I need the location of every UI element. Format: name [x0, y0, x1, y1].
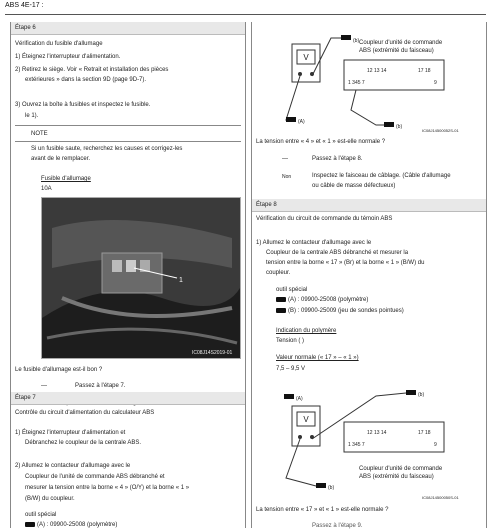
- probe-b-label-2b: (b): [328, 485, 335, 491]
- meter-a-label-2: (A): [296, 396, 303, 402]
- step8-item1b: Coupleur de la centrale ABS débranché et mesurer la: [266, 250, 409, 256]
- q1: La tension entre « 4 » et « 1 » est-elle normale ?: [256, 139, 386, 145]
- pins-top-1: 12 13 14: [367, 68, 387, 74]
- pins-bottom-1: 1 345 7: [348, 80, 365, 86]
- indication-label: Indication du polymère: [276, 328, 337, 334]
- q2: La tension entre « 17 » et « 1 » est-elle normale ?: [256, 507, 389, 513]
- step6-title: Étape 6: [11, 22, 245, 35]
- probe-b-label-1b: (b): [396, 124, 403, 130]
- coupler-title-2b: ABS (extrémité du faisceau): [359, 474, 434, 480]
- step6-item1: 1) Éteignez l'interrupteur d'alimentation.: [15, 54, 121, 60]
- fuse-box-photo: [41, 197, 241, 359]
- wiring-diagram-1: [256, 30, 482, 134]
- tool-icon: [276, 297, 286, 302]
- photo-callout: 1: [179, 277, 183, 284]
- step7-title: Étape 7: [11, 392, 245, 405]
- meter-a-label-1: (A): [298, 119, 305, 125]
- indication-value: Tension ( ): [276, 338, 305, 344]
- page-header: ABS 4E-17 :: [5, 2, 44, 9]
- step6-item3b: le 1).: [25, 113, 39, 119]
- q1-yes-label: —: [282, 156, 288, 162]
- step7-tool-a-text: (A) : 09900-25008 (polymètre): [37, 522, 118, 528]
- step6-yes-action: Passez à l'étape 7.: [75, 383, 126, 389]
- pins-bottom-2: 1 345 7: [348, 442, 365, 448]
- step7-item2d: (B/W) du coupleur.: [25, 496, 75, 502]
- step7-item2c: mesurer la tension entre la borne « 4 » (O/Y) et la borne « 1 »: [25, 485, 190, 491]
- step6-yes-label: —: [41, 383, 47, 389]
- right-column: [251, 22, 487, 528]
- tool-icon: [276, 308, 286, 313]
- step8-tool-b: [276, 307, 404, 315]
- step8-item1d: coupleur.: [266, 270, 291, 276]
- step8-tool-b-text: (B) : 09900-25009 (jeu de sondes pointues): [288, 308, 404, 314]
- probe-b-label-1: (b): [353, 38, 360, 44]
- step8-title: Étape 8: [252, 199, 486, 212]
- step7-tool-label: outil spécial: [25, 512, 57, 518]
- wiring-diagram-2: [256, 388, 482, 502]
- step8-item1a: 1) Allumez le contacteur d'allumage avec le: [256, 240, 372, 246]
- probe-b-label-2: (b): [418, 392, 425, 398]
- meter-label-1: V: [303, 53, 309, 62]
- note-rule-top: [15, 125, 241, 126]
- note-text-b: avant de le remplacer.: [31, 156, 91, 162]
- step6-item2a: 2) Retirez le siège. Voir « Retrait et installation des pièces: [15, 67, 169, 73]
- step6-item3a: 3) Ouvrez la boîte à fusibles et inspectez le fusible.: [15, 102, 151, 108]
- step6-item2b: extérieures » dans la section 9D (page 9D-7).: [25, 77, 147, 83]
- note-rule-mid: [15, 141, 241, 142]
- left-column: [10, 22, 246, 528]
- meter-label-2: V: [303, 415, 309, 424]
- header-rule: [5, 14, 486, 15]
- pins-top2-1: 17 18: [418, 68, 431, 74]
- pin-right-2: 9: [434, 442, 437, 448]
- normal-label: Valeur normale (« 17 » – « 1 »): [276, 355, 359, 361]
- step8-item1c: tension entre la borne « 17 » (Br) et la borne « 1 » (B/W) du: [266, 260, 425, 266]
- photo-code: IC08J14S2019-01: [192, 350, 233, 356]
- step7-item2b: Coupleur de l'unité de commande ABS débranché et: [25, 474, 165, 480]
- step7-item1a: 1) Éteignez l'interrupteur d'alimentation et: [15, 430, 126, 436]
- q1-no-b: ou câble de masse défectueux): [312, 183, 396, 189]
- cut-text: Passez à l'étape 9.: [312, 523, 363, 529]
- fuse-value: 10A: [41, 186, 52, 192]
- pins-top2-2: 17 18: [418, 430, 431, 436]
- step7-item1b: Débranchez le coupleur de la centrale ABS.: [25, 440, 142, 446]
- diagram-code-1: IC08J14500052S-01: [422, 128, 459, 133]
- note-label: NOTE: [31, 131, 48, 137]
- coupler-title-2a: Coupleur d'unité de commande: [359, 466, 443, 472]
- diagram-code-2: IC08J14500050S-01: [422, 495, 459, 500]
- step8-tool-label: outil spécial: [276, 287, 308, 293]
- fuse-label: Fusible d'allumage: [41, 176, 91, 182]
- pins-top-2: 12 13 14: [367, 430, 387, 436]
- note-text-a: Si un fusible saute, recherchez les causes et corrigez-les: [31, 146, 183, 152]
- step8-tool-a-text: (A) : 09900-25008 (polymètre): [288, 297, 369, 303]
- q1-no-a: Inspectez le faisceau de câblage. (Câble d'allumage: [312, 173, 451, 179]
- fuse-box-photo-art: [42, 198, 240, 358]
- step8-heading: Vérification du circuit de commande du témoin ABS: [256, 216, 393, 222]
- q1-no-label: Non: [282, 174, 292, 180]
- step7-heading: Contrôle du circuit d'alimentation du calculateur ABS: [15, 410, 155, 416]
- tool-icon: [25, 522, 35, 527]
- pin-right-1: 9: [434, 80, 437, 86]
- step6-heading: Vérification du fusible d'allumage: [15, 41, 103, 47]
- step7-item2a: 2) Allumez le contacteur d'allumage avec le: [15, 463, 131, 469]
- normal-value: 7,5 – 9,5 V: [276, 366, 306, 372]
- step8-tool-a: [276, 296, 368, 304]
- coupler-title-1b: ABS (extrémité du faisceau): [359, 48, 434, 54]
- q1-yes-action: Passez à l'étape 8.: [312, 156, 363, 162]
- step6-question: Le fusible d'allumage est-il bon ?: [15, 367, 103, 373]
- coupler-title-1a: Coupleur d'unité de commande: [359, 40, 443, 46]
